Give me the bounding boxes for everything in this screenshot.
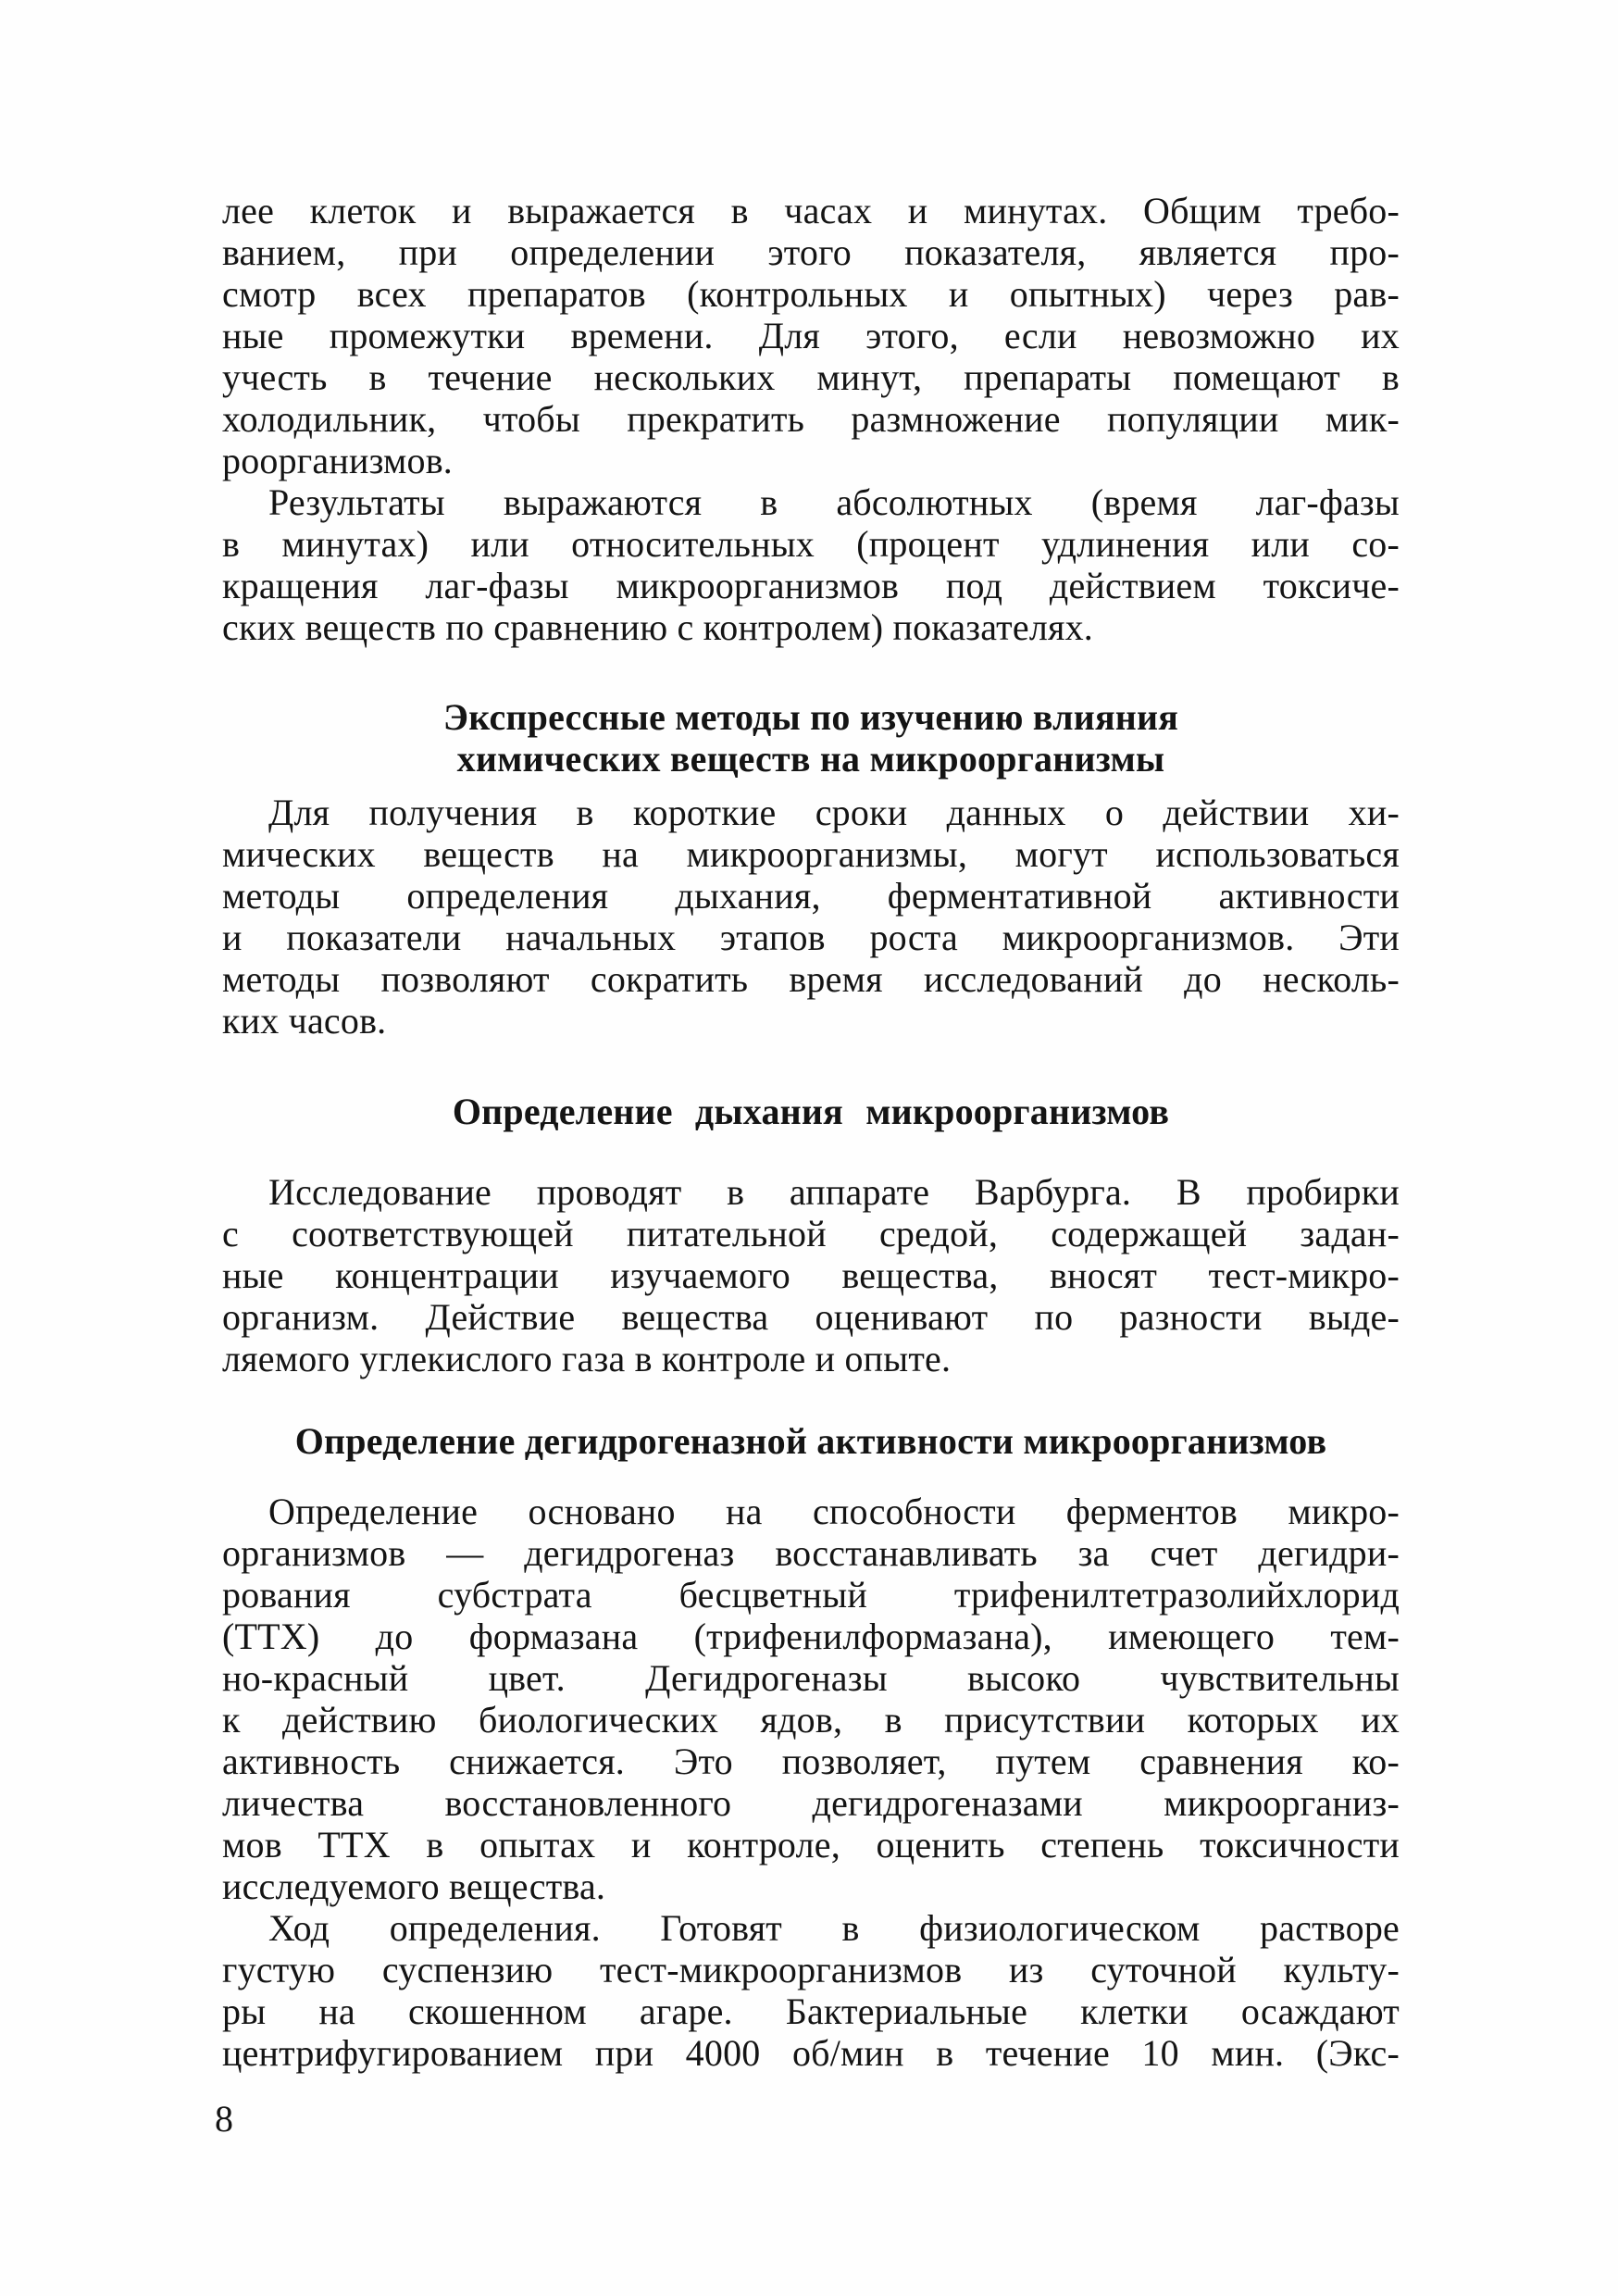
text-line: но-красный цвет. Дегидрогеназы высоко чувствительны <box>222 1657 1400 1699</box>
text-line: организм. Действие вещества оценивают по разности выде- <box>222 1296 1400 1338</box>
text-line: Исследование проводят в аппарате Варбурга. В пробирки <box>268 1171 1400 1213</box>
text-line: в минутах) или относительных (процент удлинения или со- <box>222 523 1400 565</box>
text-line: с соответствующей питательной средой, содержащей задан- <box>222 1213 1400 1254</box>
text-line: Определение основано на способности ферментов микро- <box>268 1491 1400 1532</box>
text-line: холодильник, чтобы прекратить размножение популяции мик- <box>222 398 1400 440</box>
heading-dehydrogenase <box>222 1420 1400 1462</box>
text-line: и показатели начальных этапов роста микроорганизмов. Эти <box>222 917 1400 958</box>
text-line: рования субстрата бесцветный трифенилтетразолийхлорид <box>222 1574 1400 1616</box>
text-line: кращения лаг-фазы микроорганизмов под действием токсиче- <box>222 565 1400 606</box>
text-line: мов ТТХ в опытах и контроле, оценить степень токсичности <box>222 1824 1400 1866</box>
paragraph-procedure <box>222 1907 1400 2074</box>
text-line: ры на скошенном агаре. Бактериальные клетки осаждают <box>222 1990 1400 2032</box>
text-line: активность снижается. Это позволяет, путем сравнения ко- <box>222 1741 1400 1782</box>
text-line: Результаты выражаются в абсолютных (время лаг-фазы <box>268 481 1400 523</box>
paragraph-warburg <box>222 1171 1400 1379</box>
paragraph-ttc-principle <box>222 1491 1400 1907</box>
text-line: ванием, при определении этого показателя, является про- <box>222 231 1400 273</box>
heading-line: химических веществ на микроорганизмы <box>456 738 1165 780</box>
paragraph-results <box>222 481 1400 648</box>
text-line: учесть в течение нескольких минут, препараты помещают в <box>222 356 1400 398</box>
text-line: Ход определения. Готовят в физиологическом растворе <box>268 1907 1400 1949</box>
text-line: Для получения в короткие сроки данных о действии хи- <box>268 792 1400 833</box>
paragraph-rapid-methods <box>222 792 1400 1042</box>
text-line: лее клеток и выражается в часах и минутах. Общим требо- <box>222 190 1400 231</box>
text-line: смотр всех препаратов (контрольных и опытных) через рав- <box>222 273 1400 315</box>
heading-line: Определение дыхания микроорганизмов <box>452 1091 1170 1132</box>
text-line: ные промежутки времени. Для этого, если невозможно их <box>222 315 1400 356</box>
paragraph-lag-phase-continuation <box>222 190 1400 481</box>
text-line: ные концентрации изучаемого вещества, вносят тест-микро- <box>222 1254 1400 1296</box>
text-line: методы определения дыхания, ферментативной активности <box>222 875 1400 917</box>
text-line: методы позволяют сократить время исследований до несколь- <box>222 958 1400 1000</box>
text-line: личества восстановленного дегидрогеназами микроорганиз- <box>222 1782 1400 1824</box>
text-line: густую суспензию тест-микроорганизмов из суточной культу- <box>222 1949 1400 1990</box>
heading-express-methods <box>222 696 1400 780</box>
text-block <box>222 190 1400 2074</box>
text-line: ких часов. <box>222 1000 387 1042</box>
text-line: исследуемого вещества. <box>222 1866 606 1907</box>
heading-line: Определение дегидрогеназной активности микроорганизмов <box>294 1420 1327 1462</box>
heading-line: Экспрессные методы по изучению влияния <box>442 696 1179 738</box>
text-line: роорганизмов. <box>222 440 454 481</box>
page-number: 8 <box>215 2098 233 2140</box>
text-line: организмов — дегидрогеназ восстанавливать за счет дегидри- <box>222 1532 1400 1574</box>
text-line: ляемого углекислого газа в контроле и опыте. <box>222 1338 952 1379</box>
heading-respiration <box>222 1091 1400 1132</box>
text-line: центрифугированием при 4000 об/мин в течение 10 мин. (Экс- <box>222 2032 1400 2074</box>
text-line: к действию биологических ядов, в присутствии которых их <box>222 1699 1400 1741</box>
text-line: ских веществ по сравнению с контролем) показателях. <box>222 606 1093 648</box>
text-line: мических веществ на микроорганизмы, могут использоваться <box>222 833 1400 875</box>
text-line: (ТТХ) до формазана (трифенилформазана), имеющего тем- <box>222 1616 1400 1657</box>
